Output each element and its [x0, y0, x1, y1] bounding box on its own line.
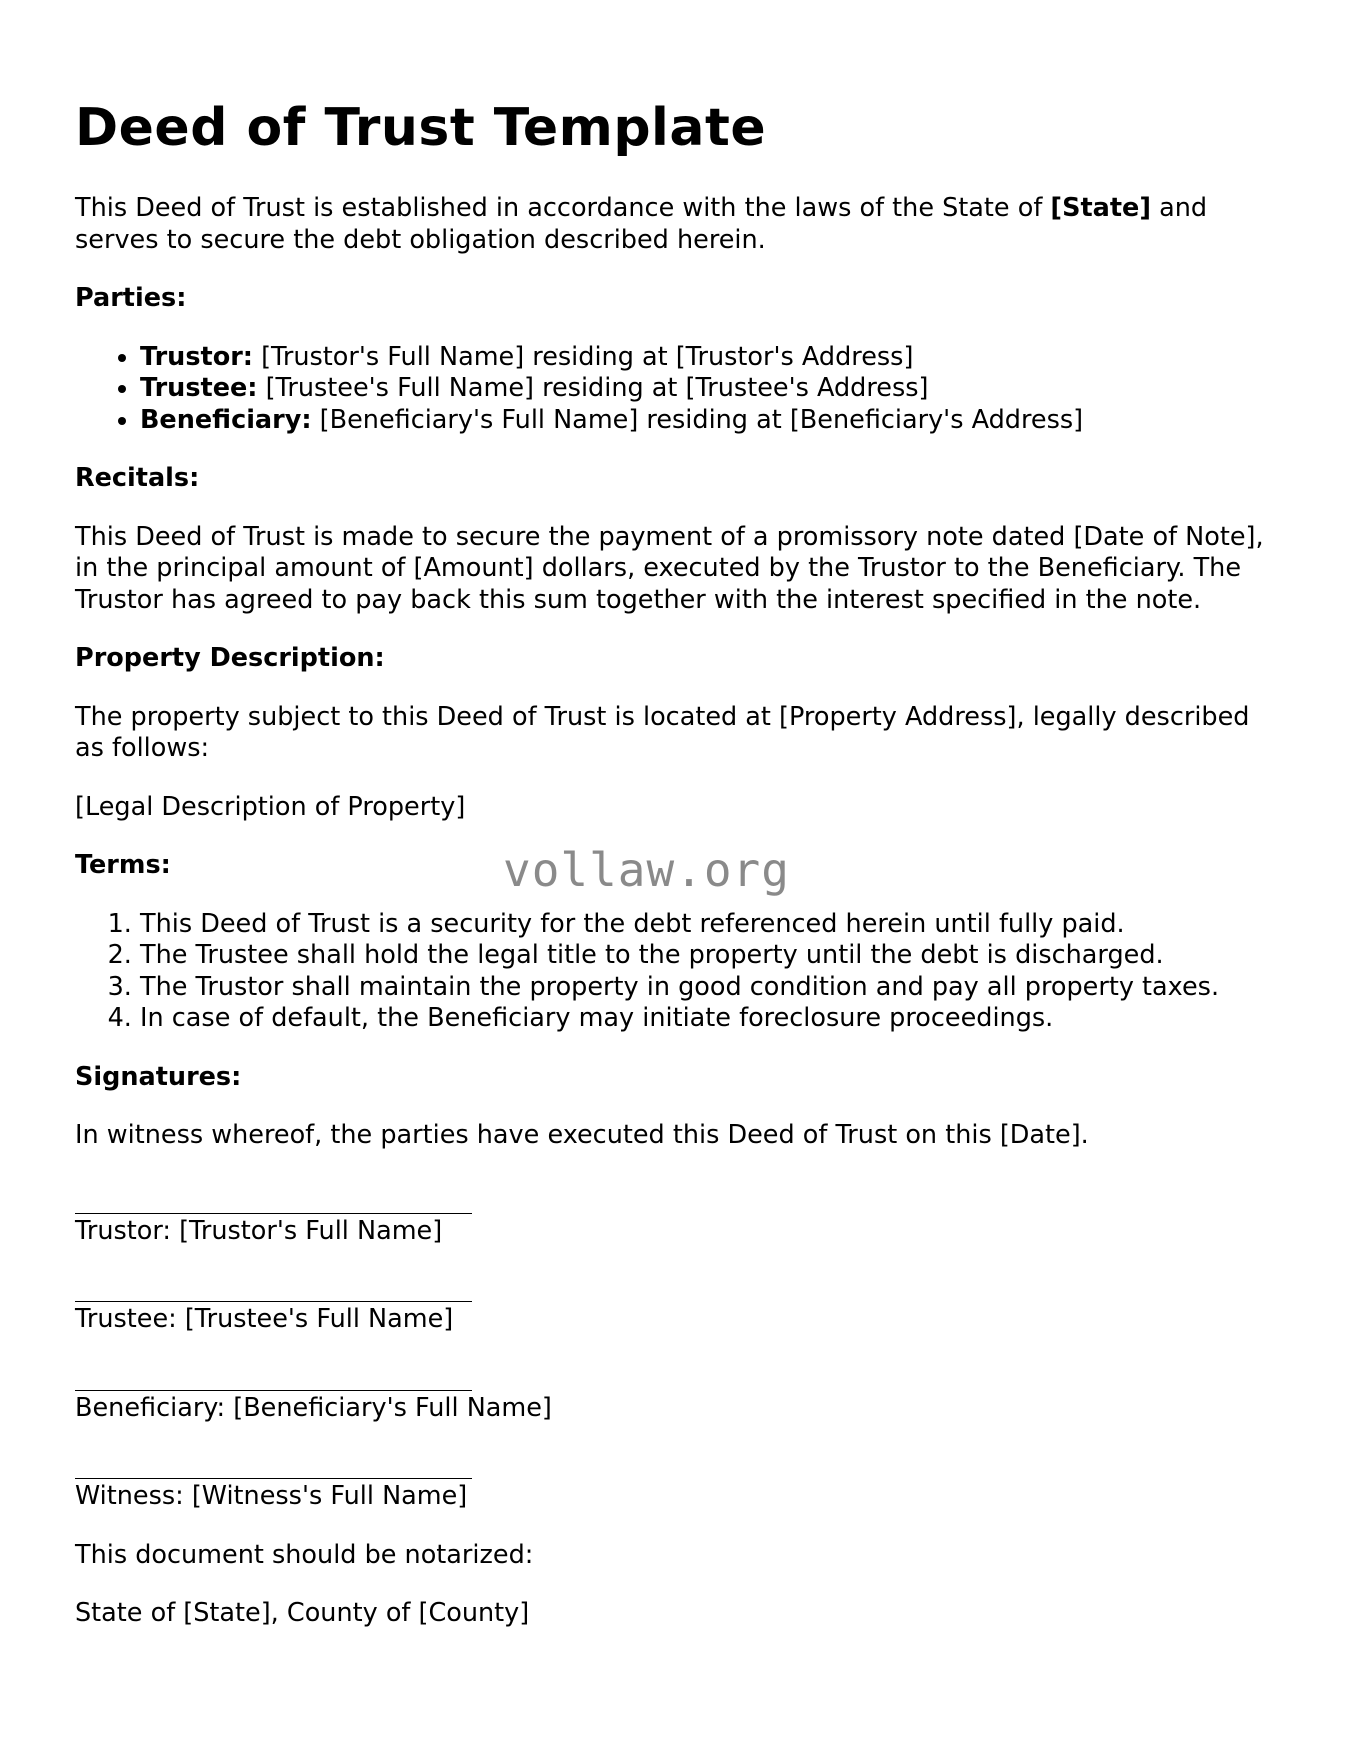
recitals-text: This Deed of Trust is made to secure the payment of a promissory note dated [Date of Note], in the principal amount of [Amount] dollars, executed by the Trustor to the Beneficiary. The Trustor has agreed to pay back this sum together with the interest specified in the note.: [75, 521, 1264, 615]
watermark: vollaw.org: [503, 843, 790, 897]
signature-block-beneficiary: [75, 1363, 1275, 1425]
parties-list: [75, 342, 1275, 437]
party-details: [Beneficiary's Full Name] residing at [Beneficiary's Address]: [311, 404, 1084, 435]
intro-state: [State]: [1050, 193, 1151, 223]
list-item: 1. This Deed of Trust is a security for the debt referenced herein until fully paid.: [140, 909, 1275, 941]
signature-block-trustor: [75, 1186, 1275, 1248]
intro-text-after: and serves to secure the debt obligation described herein.: [75, 193, 1208, 255]
property-legal-description: [Legal Description of Property]: [75, 791, 466, 822]
intro-paragraph: [75, 193, 1275, 256]
list-item: [140, 373, 1275, 405]
party-details: [Trustor's Full Name] residing at [Trustor's Address]: [252, 341, 914, 372]
signature-label: Trustee: [Trustee's Full Name]: [75, 1304, 454, 1334]
terms-heading: Terms:: [75, 850, 171, 880]
party-role: Trustee:: [140, 373, 258, 403]
parties-heading: Parties:: [75, 283, 187, 313]
terms-list: [75, 909, 1275, 1035]
signature-label: Trustor: [Trustor's Full Name]: [75, 1215, 443, 1246]
party-role: Trustor:: [140, 341, 253, 372]
list-item: [140, 342, 1275, 374]
intro-text-before: This Deed of Trust is established in accordance with the laws of the State of: [75, 193, 1051, 223]
list-item: 2. The Trustee shall hold the legal title to the property until the debt is discharged.: [140, 940, 1275, 972]
signature-block-witness: [75, 1451, 1275, 1513]
signatures-heading: Signatures:: [75, 1061, 242, 1092]
signature-line: [75, 1363, 472, 1391]
list-item: 3. The Trustor shall maintain the property in good condition and pay all property taxes.: [140, 972, 1275, 1004]
list-item: 4. In case of default, the Beneficiary may initiate foreclosure proceedings.: [140, 1003, 1275, 1035]
notary-location: State of [State], County of [County]: [75, 1598, 530, 1628]
list-item: [140, 405, 1275, 437]
signature-label: Beneficiary: [Beneficiary's Full Name]: [75, 1392, 552, 1423]
property-text: The property subject to this Deed of Trust is located at [Property Address], legally described as follows:: [75, 701, 1250, 763]
signature-line: [75, 1186, 472, 1214]
party-details: [Trustee's Full Name] residing at [Trustee's Address]: [257, 373, 929, 403]
property-heading: Property Description:: [75, 643, 385, 673]
witness-statement: In witness whereof, the parties have executed this Deed of Trust on this [Date].: [75, 1120, 1089, 1150]
signature-label: Witness: [Witness's Full Name]: [75, 1481, 468, 1511]
signature-line: [75, 1451, 472, 1479]
recitals-heading: Recitals:: [75, 463, 200, 493]
signature-block-trustee: [75, 1274, 1275, 1336]
party-role: Beneficiary:: [140, 404, 312, 435]
page-title: Deed of Trust Template: [75, 98, 767, 158]
document-page: [75, 0, 1275, 1630]
notary-text: This document should be notarized:: [75, 1539, 534, 1570]
signature-line: [75, 1274, 472, 1302]
